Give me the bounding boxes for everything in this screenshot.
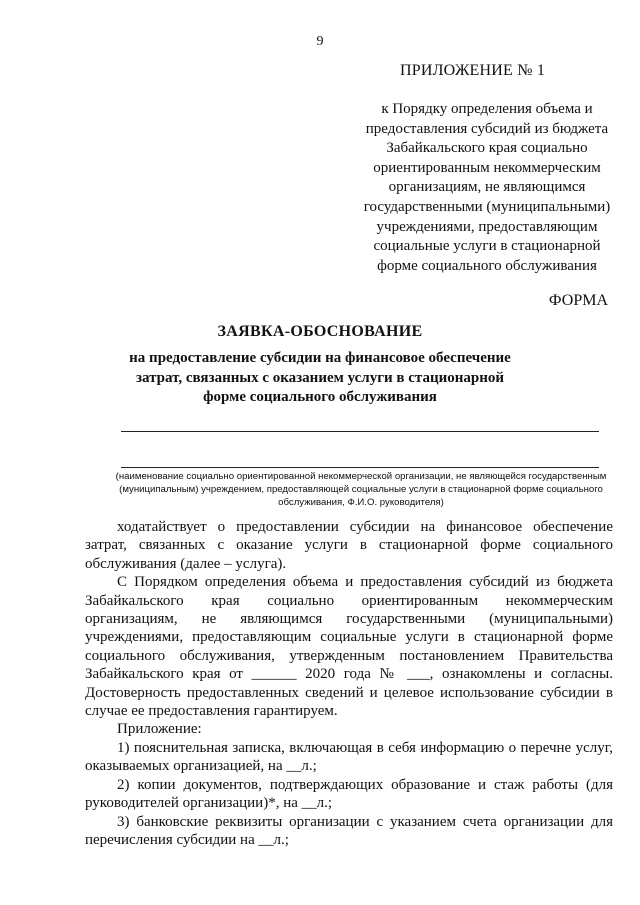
paragraph-agreement: С Порядком определения объема и предоставления субсидий из бюджета Забайкальского края социально ориентированным некоммерческим организациям, не являющимся государственными (муниципальными) учреждениями, предоставляющим социальные услуги в стационарной форме социального обслуживания, утвержденным постановлением Правительства Забайкальского края от ______ 2020 года № ___, ознакомлены и согласны. Достоверность предоставленных сведений и целевое использование субсидии в случае ее предоставления гарантируем. — [85, 574, 613, 720]
organization-caption: (наименование социально ориентированной некоммерческой организации, не являющейся государственным (муниципальным) учреждением, предоставляющей социальные услуги в стационарной форме социального обслуживания, Ф.И.О. руководителя) — [115, 471, 607, 508]
appendix-item-3: 3) банковские реквизиты организации с указанием счета организации для перечисления субсидии на __л.; — [85, 813, 613, 848]
appendix-subtitle: к Порядку определения объема и предоставления субсидий из бюджета Забайкальского края социально ориентированным некоммерческим организациям, не являющимся государственными (муниципальными) учреждениями, предоставляющим социальные услуги в стационарной форме социального обслуживания — [363, 101, 611, 274]
appendix-item-1: 1) пояснительная записка, включающая в себя информацию о перечне услуг, оказываемых организацией, на __л.; — [85, 739, 613, 775]
body-text — [85, 518, 613, 849]
document-subtitle: на предоставление субсидии на финансовое обеспечение затрат, связанных с оказанием услуги в стационарной форме социального обслуживания — [129, 350, 511, 405]
paragraph-petition: ходатайствует о предоставлении субсидии на финансовое обеспечение затрат, связанных с оказание услуги в стационарной форме социального обслуживания (далее – услуга). — [85, 519, 613, 572]
blank-line-1 — [121, 431, 599, 432]
appendix-title: ПРИЛОЖЕНИЕ № 1 — [400, 62, 546, 79]
appendix-item-2: 2) копии документов, подтверждающих образование и стаж работы (для руководителей организации)*, на __л.; — [85, 776, 613, 812]
blank-line-2 — [121, 467, 599, 468]
document-title: ЗАЯВКА-ОБОСНОВАНИЕ — [217, 323, 423, 340]
form-label: ФОРМА — [548, 292, 608, 309]
page-number: 9 — [316, 34, 324, 49]
appendix-list-label: Приложение: — [117, 721, 202, 738]
